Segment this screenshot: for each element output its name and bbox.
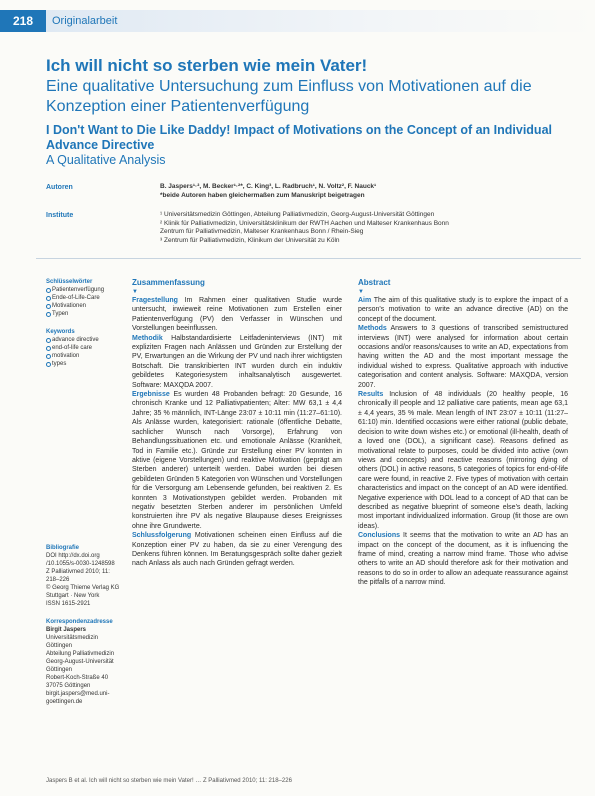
subtitle-german: Eine qualitative Untersuchung zum Einfluss von Motivationen auf die Konzeption einer Patientenverfügung [46,78,532,115]
authors-label: Autoren [46,184,73,191]
abstract-de-paragraph: Methodik Halbstandardisierte Leitfadeninterviews (INT) mit expliziten Fragen nach Anlässen und Gründen zur Erstellung der PV, Erwartungen an die Wirkung der PV und nach ihrer wichtigsten Botschaft. Die transkribierten INT wurden durch ein induktiv gebildetes Kategoriesystem inhaltsanalytisch ausgewertet. Software: MAXQDA 2007. [132,334,342,389]
bibliography-line: © Georg Thieme Verlag KG [46,585,120,591]
abstract-en-paragraph: Conclusions It seems that the motivation to write an AD has an impact on the concept of the document, as it is influencing the frame of mind, creating a narrow mind frame. Those who advise others to write an AD should therefore ask for their motivation and reasons to do so in order to allow an adequate reassurance against the pitfalls of a narrow mind. [358,532,568,587]
bibliography-label: Bibliografie [46,545,80,551]
keyword-de: Motivationen [46,302,124,310]
abstract-english [358,278,568,588]
authors [160,183,580,200]
keyword-de: Ende-of-Life-Care [46,294,124,302]
correspondence-line: Abteilung Palliativmedizin [46,651,115,657]
bibliography-line: Stuttgart · New York [46,593,100,599]
correspondence-line: Universitätsmedizin Göttingen [46,635,99,649]
citation-footer: Jaspers B et al. Ich will nicht so sterben wie mein Vater! … Z Palliativmed 2010; 11: 218–226 [46,778,292,784]
keyword-en: motivation [46,352,124,360]
author-note: *beide Autoren haben gleichermaßen zum Manuskript beigetragen [160,191,365,199]
institute-item: Zentrum für Palliativmedizin, Malteser Krankenhaus Bonn / Rhein-Sieg [160,228,364,235]
abstract-de-paragraph: Fragestellung Im Rahmen einer qualitativen Studie wurde untersucht, inwieweit reine Motivationen zum Erstellen einer Patientenverfügung (PV) den Verfasser in Wünschen und Vorstellungen beeinflussen. [132,297,342,333]
abstract-en-paragraph: Results Inclusion of 48 individuals (20 healthy people, 16 chronically ill people and 12 palliative care patients, mean age 63,1 ± 4,4 years, 35 % male. Mean length of INT 23:07 ± 10:11 (11:27–61:10) min. Identified occasions were either rational (public debate, decision to write down wishes etc.) or emotional (ill-health, death of a loved one (DOL), a significant case). Reasons defined as motivational relate to purposes, could be divided into active (own views and concepts) and reactive reasons (mirroring dying of others (DOL) in active reasons, 5 categories of topics for end-of-life care were found, in reactive 2. Five types of motivation with certain characteristics and impact on the concept of an AD were identified. Negative experience with DOL lead to a concept of AD that can be described as negative blueprint of someone else's death, lacking most important individualized information. Group (fit those are own ideas). [358,391,568,530]
abstract-en-paragraph: Methods Answers to 3 questions of transcribed semistructured interviews (INT) were analysed for information about certain occasions and/or reasons/causes to write an AD, expectations from having written the AD and the most important message the individual wished to express. Qualitative approach with inductive categorisation and content analysis. Software: MAXQDA, version 2007. [358,325,568,389]
keywords-en-label: Keywords [46,329,75,335]
keyword-en: types [46,360,124,368]
bibliography-line: /10.1055/s-0030-1248598 [46,561,115,567]
correspondence-line: Robert-Koch-Straße 40 [46,675,109,681]
correspondence-line: Göttingen [46,667,73,673]
correspondence-line: Georg-August-Universität [46,659,114,665]
author-list: B. Jaspers¹·², M. Becker¹·²*, C. King³, L. Radbruch¹, N. Voltz², F. Nauck¹ [160,183,377,190]
subtitle-english: A Qualitative Analysis [46,153,166,167]
correspondence-name: Birgit Jaspers [46,627,87,633]
bibliography-line: ISSN 1615-2921 [46,601,91,607]
keyword-en: end-of-life care [46,344,124,352]
keyword-de: Typen [46,310,124,318]
running-header [0,10,595,32]
correspondence-label: Korrespondenzadresse [46,619,113,625]
keyword-de: Patientenverfügung [46,286,124,294]
correspondence-line: 37075 Göttingen [46,683,91,689]
sidebar [46,278,124,706]
chevron-down-icon: ▼ [358,289,364,295]
abstract-de-paragraph: Ergebnisse Es wurden 48 Probanden befragt: 20 Gesunde, 16 chronisch Kranke und 12 Palliativpatienten; Alter: MW 63,1 ± 4,4 Jahre; 35 % männlich, INT-Länge 23:07 ± 10:11 min (11:27–61:10). Als Anlässe wurden, kategorisiert: rationale (öffentliche Debatte, sachlicher Wunsch nach Vorsorge), Erfahrung von Behandlungssituationen etc. und emotionale Anlässe (Krankheit, Tod in Familie etc.). Gründe zur Erstellung einer PV konnten in aktive (eigene Vorstellungen) und reaktive Motivation (geprägt am Sterben anderer) unterteilt werden. Dabei wurden bei diesen gebildeten Gründen 5 Kategorien von Wünschen und Vorstellungen für die Versorgung am Lebensende gefunden, bei reaktiven 2. Es konnten 3 Motivationstypen gebildet werden. Probanden mit negativ besetzten Sterben anderer im persönlichen Umfeld konstruierten ihre PV als negative Blaupause dieses Ereignisses ohne ihre Grundwerte. [132,391,342,530]
institute-label: Institute [46,212,74,219]
chevron-down-icon: ▼ [132,289,138,295]
bibliography-line: DOI http://dx.doi.org [46,553,100,559]
correspondence-line: goettingen.de [46,699,83,705]
institute-item: ³ Zentrum für Palliativmedizin, Klinikum der Universität zu Köln [160,236,340,244]
title-german: Ich will nicht so sterben wie mein Vater! [46,56,368,75]
divider [36,258,581,259]
abstract-german [132,278,342,569]
keyword-en: advance directive [46,336,124,344]
abstract-de-heading: Zusammenfassung [132,278,205,287]
institute-item: ² Klinik für Palliativmedizin, Universitätsklinikum der RWTH Aachen und Malteser Krankenhaus Bonn [160,219,449,227]
institute-item: ¹ Universitätsmedizin Göttingen, Abteilung Palliativmedizin, Georg-August-Universität Göttingen [160,211,435,218]
keywords-de-label: Schlüsselwörter [46,279,93,285]
abstract-en-heading: Abstract [358,278,391,287]
institute-list [160,211,580,245]
bibliography-line: Z Palliativmed 2010; 11: [46,569,110,575]
bibliography-line: 218–226 [46,577,70,583]
abstract-en-paragraph: Aim The aim of this qualitative study is to explore the impact of a person's motivation to write an advance directive (AD) on the concept of the document. [358,297,568,323]
correspondence-line: birgit.jaspers@med.uni- [46,691,110,697]
abstract-de-paragraph: Schlussfolgerung Motivationen scheinen einen Einfluss auf die Konzeption einer PV zu haben, da sie zu einer Verengung des Denkens führen können. Im Beratungsgespräch sollte daher gezielt nach Anlass als auch nach Gründen gefragt werden. [132,532,342,568]
title-english: I Don't Want to Die Like Daddy! Impact of Motivations on the Concept of an Individual Advance Directive [46,123,552,152]
page-number: 218 [0,10,46,32]
section-label: Originalarbeit [46,10,595,32]
